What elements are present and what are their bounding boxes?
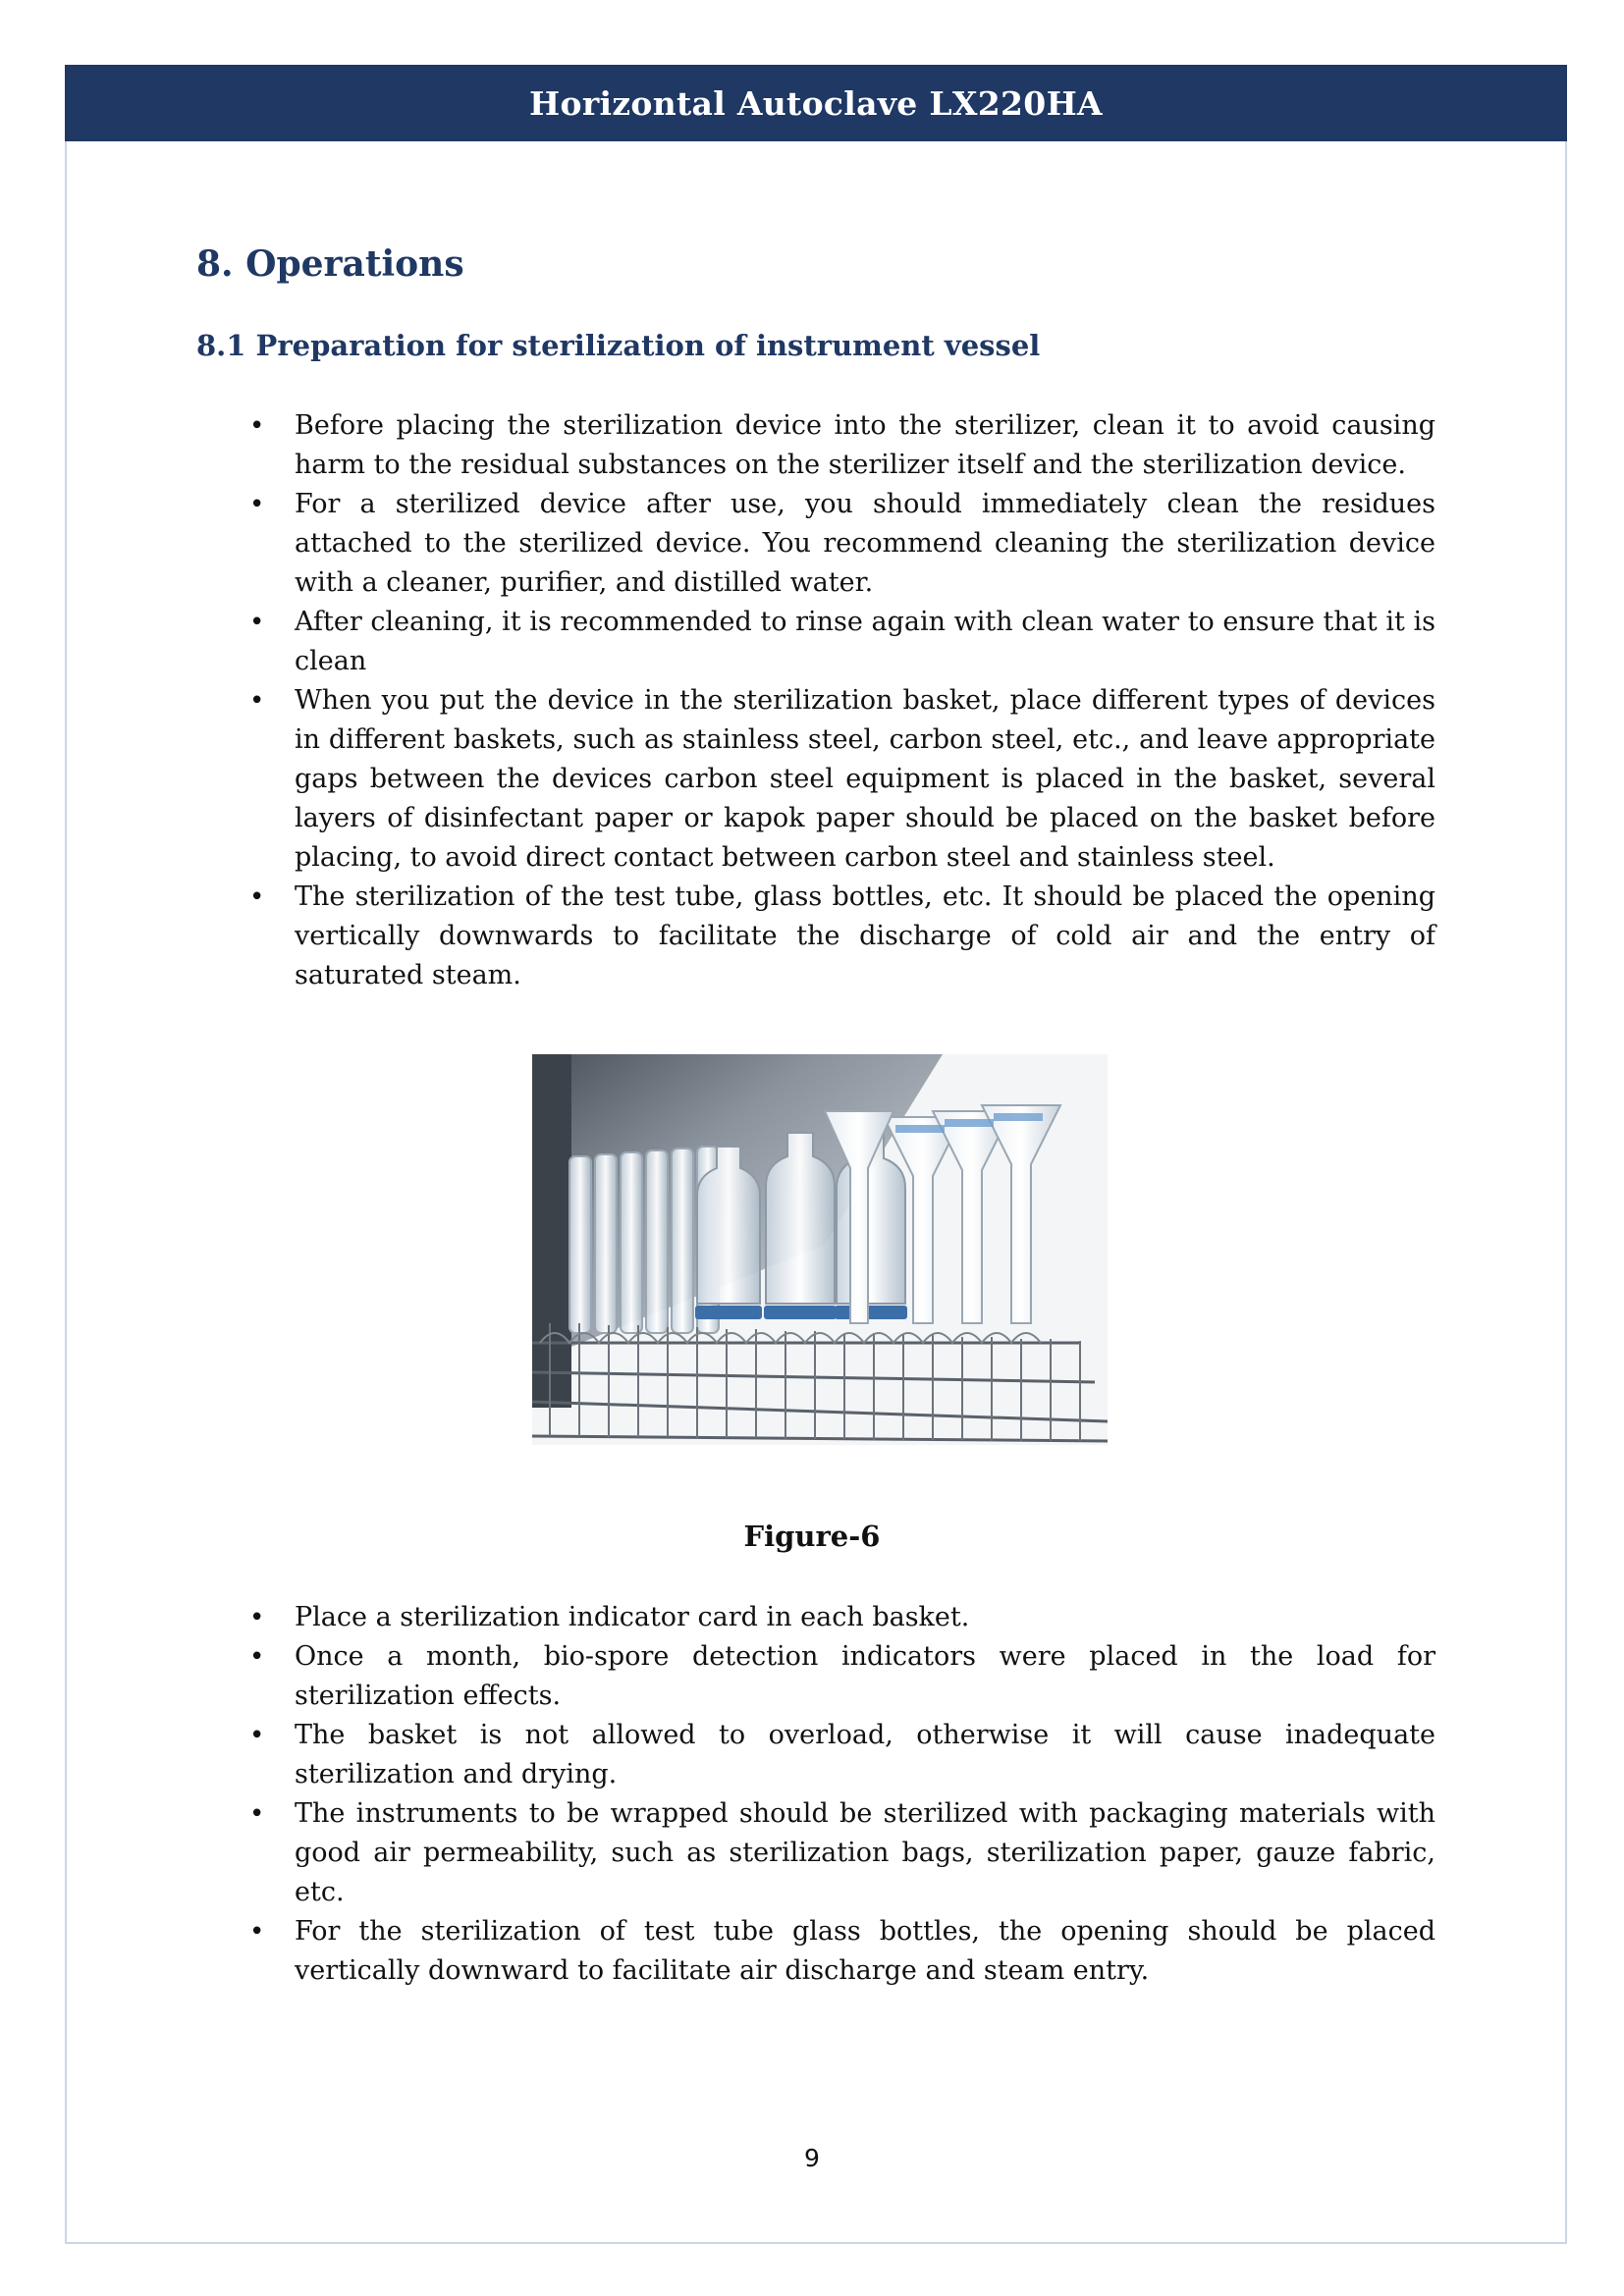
basket-with-glassware-illustration xyxy=(530,1048,1110,1451)
bullet-icon: • xyxy=(249,1917,265,1947)
bullet-list-before-figure xyxy=(245,406,1435,995)
list-item xyxy=(245,1637,1435,1716)
list-item-text: Once a month, bio-spore detection indicators were placed in the load for sterilization effects. xyxy=(295,1641,1435,1711)
section-title: 8. Operations xyxy=(196,243,464,285)
document-header xyxy=(65,65,1567,141)
subsection-title: 8.1 Preparation for sterilization of instrument vessel xyxy=(196,329,1041,362)
list-item-text: The instruments to be wrapped should be sterilized with packaging materials with good air permeability, such as sterilization bags, sterilization paper, gauze fabric, etc. xyxy=(295,1798,1435,1907)
list-item xyxy=(245,1716,1435,1794)
bullet-icon: • xyxy=(249,490,265,519)
list-item-text: Place a sterilization indicator card in each basket. xyxy=(295,1602,970,1632)
bullet-list-after-figure xyxy=(245,1598,1435,1991)
bullet-icon: • xyxy=(249,1642,265,1672)
list-item-text: Before placing the sterilization device into the sterilizer, clean it to avoid causing harm to the residual substances on the sterilizer itself and the sterilization device. xyxy=(295,410,1435,480)
bullet-icon: • xyxy=(249,1799,265,1829)
figure-caption: Figure-6 xyxy=(743,1520,881,1553)
page-number: 9 xyxy=(804,2144,820,2172)
bullet-icon: • xyxy=(249,608,265,637)
bullet-icon: • xyxy=(249,686,265,716)
header-title: Horizontal Autoclave LX220HA xyxy=(529,83,1103,123)
list-item xyxy=(245,1794,1435,1912)
list-item xyxy=(245,485,1435,603)
list-item xyxy=(245,681,1435,878)
list-item xyxy=(245,406,1435,485)
list-item-text: When you put the device in the sterilization basket, place different types of devices in different baskets, such as stainless steel, carbon steel, etc., and leave appropriate gaps between the devices carbon steel equipment is placed in the basket, several layers of disinfectant paper or kapok paper should be placed on the basket before placing, to avoid direct contact between carbon steel and stainless steel. xyxy=(295,685,1435,873)
figure-sterilization-basket-photo xyxy=(530,1048,1110,1451)
list-item xyxy=(245,878,1435,995)
list-item xyxy=(245,1598,1435,1637)
list-item-text: For the sterilization of test tube glass bottles, the opening should be placed vertically downward to facilitate air discharge and steam entry. xyxy=(295,1916,1435,1986)
list-item-text: After cleaning, it is recommended to rinse again with clean water to ensure that it is clean xyxy=(295,607,1435,676)
list-item xyxy=(245,603,1435,681)
list-item-text: The basket is not allowed to overload, otherwise it will cause inadequate sterilization and drying. xyxy=(295,1720,1435,1789)
list-item-text: For a sterilized device after use, you should immediately clean the residues attached to the sterilized device. You recommend cleaning the sterilization device with a cleaner, purifier, and distilled water. xyxy=(295,489,1435,598)
list-item xyxy=(245,1912,1435,1991)
bullet-icon: • xyxy=(249,1603,265,1632)
bullet-icon: • xyxy=(249,411,265,441)
list-item-text: The sterilization of the test tube, glass bottles, etc. It should be placed the opening vertically downwards to facilitate the discharge of cold air and the entry of saturated steam. xyxy=(295,881,1435,990)
bullet-icon: • xyxy=(249,1721,265,1750)
bullet-icon: • xyxy=(249,882,265,912)
